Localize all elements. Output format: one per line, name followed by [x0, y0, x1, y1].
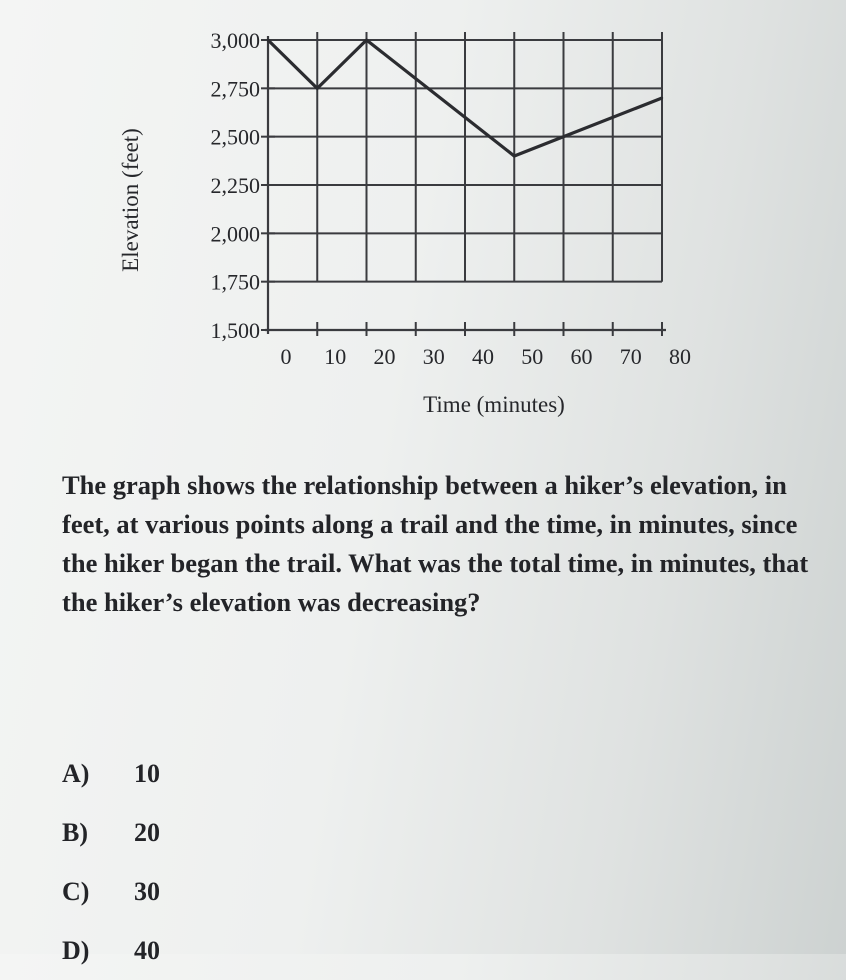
choice-c-letter: C) — [62, 876, 90, 906]
x-tick-label: 10 — [324, 344, 347, 369]
choice-b[interactable] — [62, 803, 160, 862]
choice-d[interactable] — [62, 921, 160, 980]
y-tick-label: 3,000 — [210, 28, 260, 53]
choice-b-letter: B) — [62, 817, 88, 847]
x-tick-label: 30 — [422, 344, 445, 369]
x-tick-label: 0 — [280, 344, 292, 369]
choice-a-value: 10 — [134, 758, 160, 788]
x-axis-title: Time (minutes) — [423, 392, 565, 417]
choice-b-value: 20 — [134, 817, 160, 847]
y-tick-label: 2,000 — [210, 221, 260, 247]
y-tick-label: 1,500 — [210, 318, 260, 343]
x-tick-label: 60 — [570, 344, 593, 369]
choice-c-value: 30 — [134, 876, 160, 906]
answer-choices — [62, 744, 160, 980]
choice-d-letter: D) — [62, 935, 90, 965]
x-tick-label: 50 — [521, 344, 544, 369]
x-tick-label: 20 — [373, 344, 396, 369]
data-point — [661, 97, 663, 99]
question-text: The graph shows the relationship between a hiker’s elevation, in feet, at various points along a trail and the time, in minutes, since the hiker began the trail. What was the total time, in minutes, that the hiker’s elevation was decreasing? — [62, 470, 809, 617]
x-tick-label: 70 — [619, 344, 642, 369]
x-tick-label: 80 — [669, 344, 691, 369]
choice-d-value: 40 — [134, 935, 160, 965]
choice-a[interactable] — [62, 744, 160, 803]
data-point — [267, 39, 269, 41]
elevation-line-chart — [0, 0, 846, 440]
y-tick-label: 2,250 — [210, 173, 260, 198]
y-tick-label: 1,750 — [210, 269, 260, 295]
y-tick-label: 2,500 — [210, 124, 260, 150]
choice-a-letter: A) — [62, 758, 90, 788]
x-tick-label: 40 — [472, 344, 494, 369]
choice-c[interactable] — [62, 862, 160, 921]
data-point — [513, 155, 515, 157]
data-point — [365, 39, 367, 41]
y-tick-label: 2,750 — [210, 76, 260, 102]
data-point — [316, 87, 318, 89]
y-axis-title: Elevation (feet) — [118, 128, 143, 272]
